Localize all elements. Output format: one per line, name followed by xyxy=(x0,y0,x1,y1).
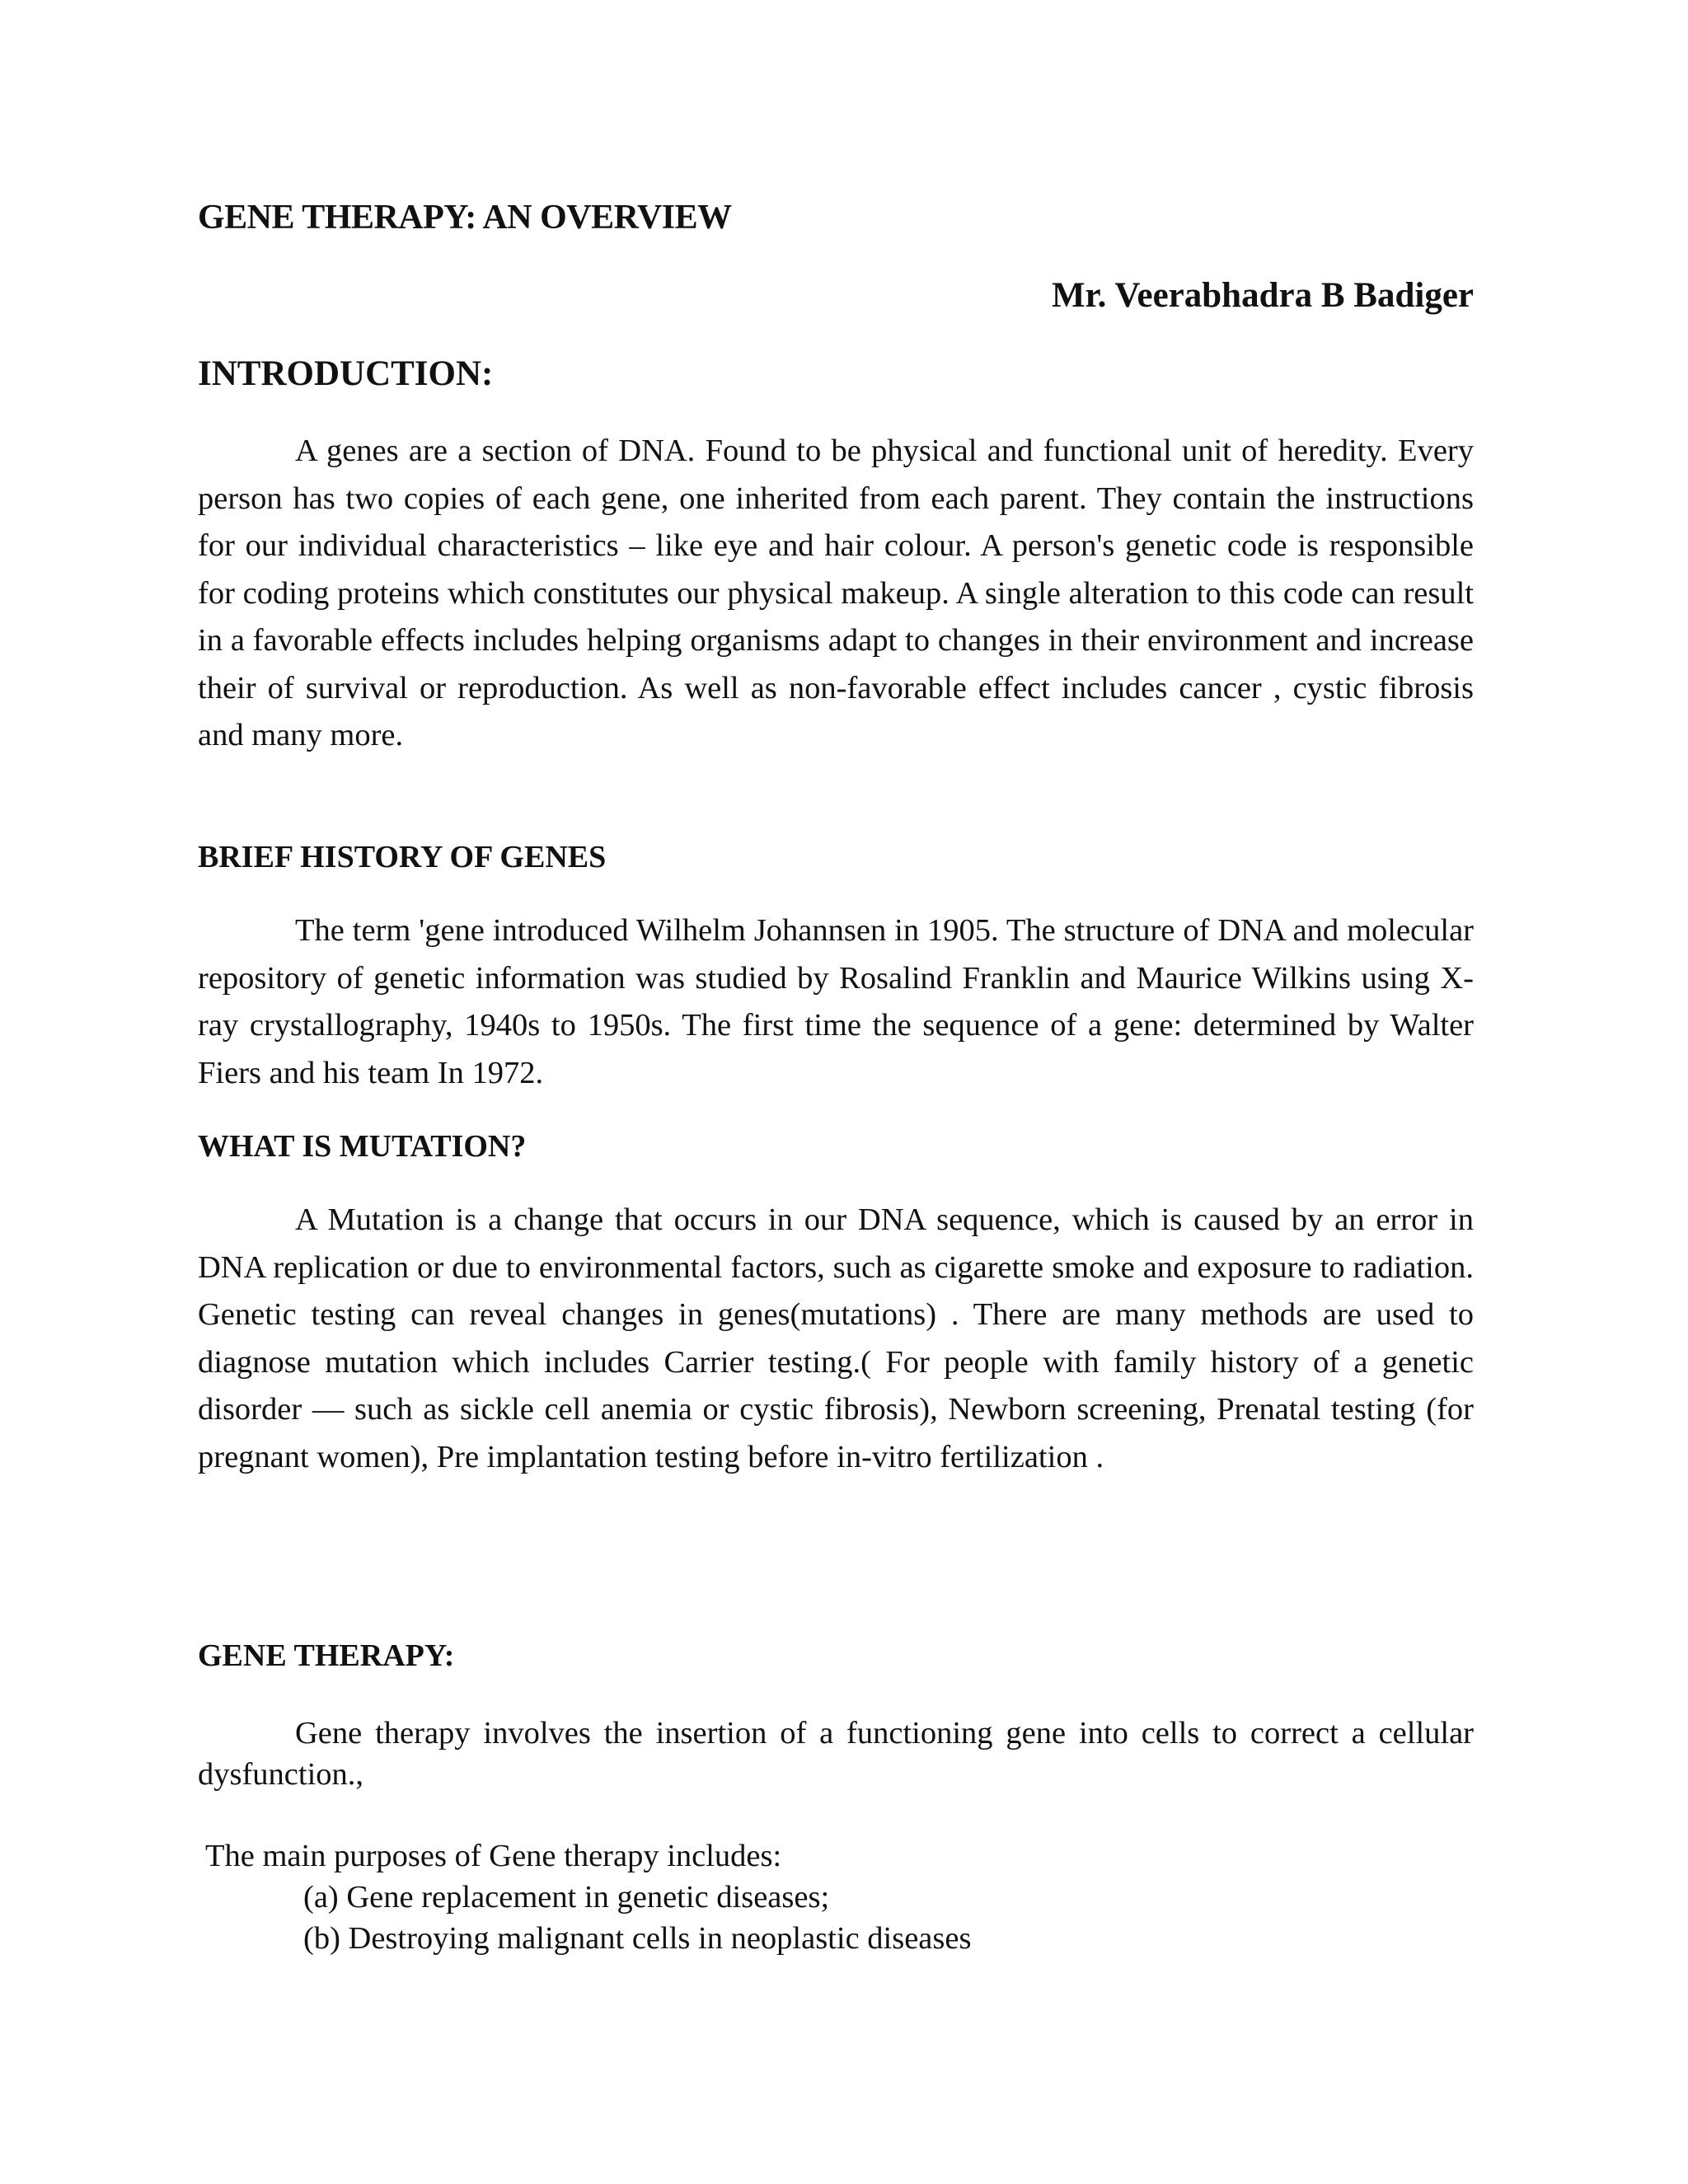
section-text-history: The term 'gene introduced Wilhelm Johannsen in 1905. The structure of DNA and molecular repository of genetic information was studied by Rosalind Franklin and Maurice Wilkins using X-ray crystallography, 1940s to 1950s. The first time the sequence of a gene: determined by Walter Fiers and his team In 1972. xyxy=(198,913,1474,1090)
document-title: GENE THERAPY: AN OVERVIEW xyxy=(198,199,732,237)
section-text-mutation: A Mutation is a change that occurs in our DNA sequence, which is caused by an error in DNA replication or due to environmental factors, such as cigarette smoke and exposure to radiation. Genetic testing can reveal changes in genes(mutations) . There are many methods are used to diagnose mutation which includes Carrier testing.( For people with family history of a genetic disorder — such as sickle cell anemia or cystic fibrosis), Newborn screening, Prenatal testing (for pregnant women), Pre implantation testing before in-vitro fertilization . xyxy=(198,1202,1474,1474)
section-text-gene-therapy: Gene therapy involves the insertion of a functioning gene into cells to correct a cellular dysfunction., xyxy=(198,1716,1474,1792)
section-text-introduction: A genes are a section of DNA. Found to be physical and functional unit of heredity. Every person has two copies of each gene, one inherited from each parent. They contain the instructions for our individual characteristics – like eye and hair colour. A person's genetic code is responsible for coding proteins which constitutes our physical makeup. A single alteration to this code can result in a favorable effects includes helping organisms adapt to changes in their environment and increase their of survival or reproduction. As well as non-favorable effect includes cancer , cystic fibrosis and many more. xyxy=(198,434,1474,752)
section-heading-history: BRIEF HISTORY OF GENES xyxy=(198,840,607,874)
purpose-item: (a) Gene replacement in genetic diseases; xyxy=(303,1880,830,1915)
purposes-intro: The main purposes of Gene therapy includes: xyxy=(205,1839,782,1873)
section-heading-introduction: INTRODUCTION: xyxy=(198,354,494,393)
purpose-item: (b) Destroying malignant cells in neoplastic diseases xyxy=(303,1921,972,1956)
section-heading-mutation: WHAT IS MUTATION? xyxy=(198,1129,527,1164)
author-name: Mr. Veerabhadra B Badiger xyxy=(1051,276,1474,315)
section-heading-gene-therapy: GENE THERAPY: xyxy=(198,1638,455,1673)
